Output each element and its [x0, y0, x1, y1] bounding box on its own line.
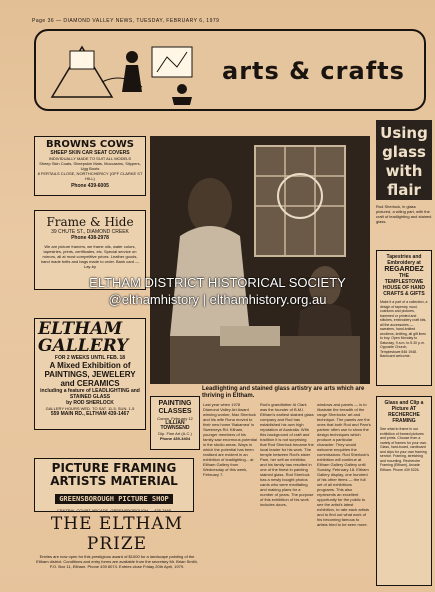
- glass-clip-ad: [376, 396, 432, 586]
- leadlighting-photo: [150, 136, 370, 384]
- ad-line-1: PICTURE FRAMING: [51, 461, 177, 475]
- painting-classes-ad: [150, 396, 200, 450]
- ad-phone: Phone 438-2978: [71, 235, 109, 241]
- eltham-prize-ad: [34, 514, 200, 569]
- ad-line: Sheep Skin Coats, Sheepskin Mats, Moccasins, Slippers, Ugg Boots: [39, 161, 141, 171]
- ad-hours: GALLERY HOURS WED. TO SAT. 11-5, SUN. 1-5: [45, 406, 135, 411]
- ad-title: THE ELTHAM PRIZE: [50, 514, 184, 554]
- picture-framing-ad: [34, 458, 194, 512]
- ad-teacher: LILLIAN TOWNSEND: [160, 420, 190, 431]
- ad-title: Glass and Clip a Picture AT RECHERCHE FRAMING: [384, 400, 424, 424]
- eltham-gallery-ad: [34, 318, 146, 430]
- ad-feature: including a feature of LEADLIGHTING and STAINED GLASS: [40, 388, 140, 400]
- ad-title: PAINTING CLASSES: [158, 400, 192, 415]
- ad-title: BROWNS COWS: [46, 139, 134, 150]
- headline: Using glass with flair: [380, 124, 428, 199]
- artists-illustration: [42, 37, 212, 107]
- arts-crafts-banner: [34, 29, 426, 111]
- using-glass-headline-box: [376, 120, 432, 200]
- ad-exhibition: A Mixed Exhibition of PAINTINGS, JEWELERY and CERAMICS: [44, 361, 136, 388]
- ad-text: Entries are now open for this prestigious award of $1000 for a landscape painting of the Eltham district. Conditions and entry forms are available from the secretary Mr. Brian Smith, P.O. Box 11, Eltham. Phone 439 8074. Entries close Friday 20th April, 1979.: [36, 554, 198, 569]
- ad-tagline: SHEEP SKIN CAR SEAT COVERS: [50, 150, 130, 156]
- ad-address: CENTRAL COURT ARCADE, GREENSBOROUGH — 435-7460: [56, 508, 172, 513]
- ad-title: Frame & Hide: [46, 215, 134, 229]
- ad-qualification: Dip. Fine Art (A.C.): [158, 431, 192, 436]
- ad-line-2: ARTISTS MATERIAL: [50, 474, 178, 488]
- ad-address: 39 CHUTE ST., DIAMOND CREEK: [51, 229, 129, 235]
- watermark-line-1: ELTHAM DISTRICT HISTORICAL SOCIETY: [89, 275, 346, 290]
- ad-title: Tapestries and Embroidery at: [386, 254, 422, 266]
- using-glass-blurb: Rod Sherlock, in glass pictured, a wiling part, with the craft of leadlighting and stained glass.: [376, 204, 432, 224]
- ad-phone: Phone 439-3404: [159, 436, 191, 441]
- ad-text: We are picture framers, we frame oils, water colors, tapestries, prints, certificates, etc. Special service on mirrors, all at most competitive prices. Leather goods, hand made belts and bags made to order. Bank card — Lay-by: [40, 244, 140, 269]
- ad-phone: Phone 439-6005: [71, 183, 109, 189]
- historical-society-watermark: [0, 274, 435, 308]
- ad-address: 559 MAIN RD., ELTHAM 439-1467: [50, 411, 130, 417]
- ad-text: Make it a part of a collection, a design of tapestry, wool, cushions and pictures, trammed or printed and stitches, embroidery craft kits, all the accessories — sweaters, hand-knitted woollens, knitting, all gift lines to buy. Open Monday to Saturday, 9 a.m. to 5.30 p.m. Opposite Church, Templestowe 846 1948. Bankcard welcome.: [380, 300, 428, 358]
- ad-subtitle: THE TEMPLESTOWE HOUSE OF HAND CRAFTS & GIFTS: [383, 273, 425, 297]
- masthead: Page 36 — DIAMOND VALLEY NEWS, TUESDAY, FEBRUARY 6, 1979: [32, 18, 220, 24]
- article-column-3: windows and panels — is to illustrate the breadth of the range Sherlocks' art and technique. The panels are the ones that both Rod and Pam's partner often use to show the design techniques which produce a particular character. They would welcome enquiries the commissions. Rod Sherlock's exhibition will continue at Eltham Gallery Gallery until Sunday, February 18. Eltham Gallery display, one hundred of his other items — the full set of all exhibitions programs. This also represents an excellent opportunity for the public to see the artist's latest exhibition, to rate each artists and to find out what work of his becoming famous to artists tried to be seen more.: [317, 402, 371, 527]
- photo-caption: Leadlighting and stained glass artistry are arts which are thriving in Eltham.: [202, 386, 365, 399]
- ad-line: INDIVIDUALLY MADE TO SUIT ALL MODELS: [48, 156, 132, 161]
- banner-title: arts & crafts: [222, 57, 405, 85]
- ad-date: Comm. February 12: [157, 416, 193, 421]
- ad-shop-name: REGARDEZ: [384, 266, 424, 273]
- ad-title: ELTHAM GALLERY: [38, 319, 129, 356]
- watermark-line-2: @elthamhistory | elthamhistory.org.au: [108, 292, 327, 307]
- ad-shop-name: GREENSBOROUGH PICTURE SHOP: [55, 494, 173, 504]
- tapestries-ad: [376, 250, 432, 386]
- browns-cows-ad: [34, 136, 146, 196]
- ad-dates: FOR 2 WEEKS UNTIL FEB. 18: [54, 355, 126, 361]
- article-column-2: Rod's grandfather Al Clark was the founder of B.M.I. Eltham's earliest stained glass company and Rod has established his own high reputation of Australia. With this background of craft and tradition it is not surprising that Rod Sherlock became the local leader for his work. The temple between Rod's sister Pam, her self an exhibitor, and his family has resulted in one of the finest in painting stained glass. Rod Sherlock has a newly bought photos cards who were meditating and making plans for a number of years. The purpose of this exhibition of his work includes doors,: [260, 402, 314, 507]
- ad-text: See what to frame in our exhibition of framed pictures and prints. Choose from a variety of frames for your own. Glass, hard-board, cardboard and clips for your own framing service. Framing, stretching and mounting. Recherche Framing (Eltham), Arcade Eltham. Phone 439 5226.: [380, 427, 428, 472]
- ad-line: 8 FERTAILS CLOSE, NORTHCHERICY (OFF CLARKE ST HILL): [37, 171, 143, 181]
- article-column-1: Last year when 1978 Diamond Valley Art Award winning worker, Max Sherlock and his wife Rona moved to their new home 'Bakamea' in Sweeneys Rd. Kilham, younger members of his family saw enormous potential in the studio areas. Ways in which the potential has been realised are evident in an exhibition of leadlighting... at Eltham Gallery from Wednesday of this week, February 7.: [203, 402, 257, 477]
- ad-artist: by ROD SHERLOCK: [66, 400, 114, 406]
